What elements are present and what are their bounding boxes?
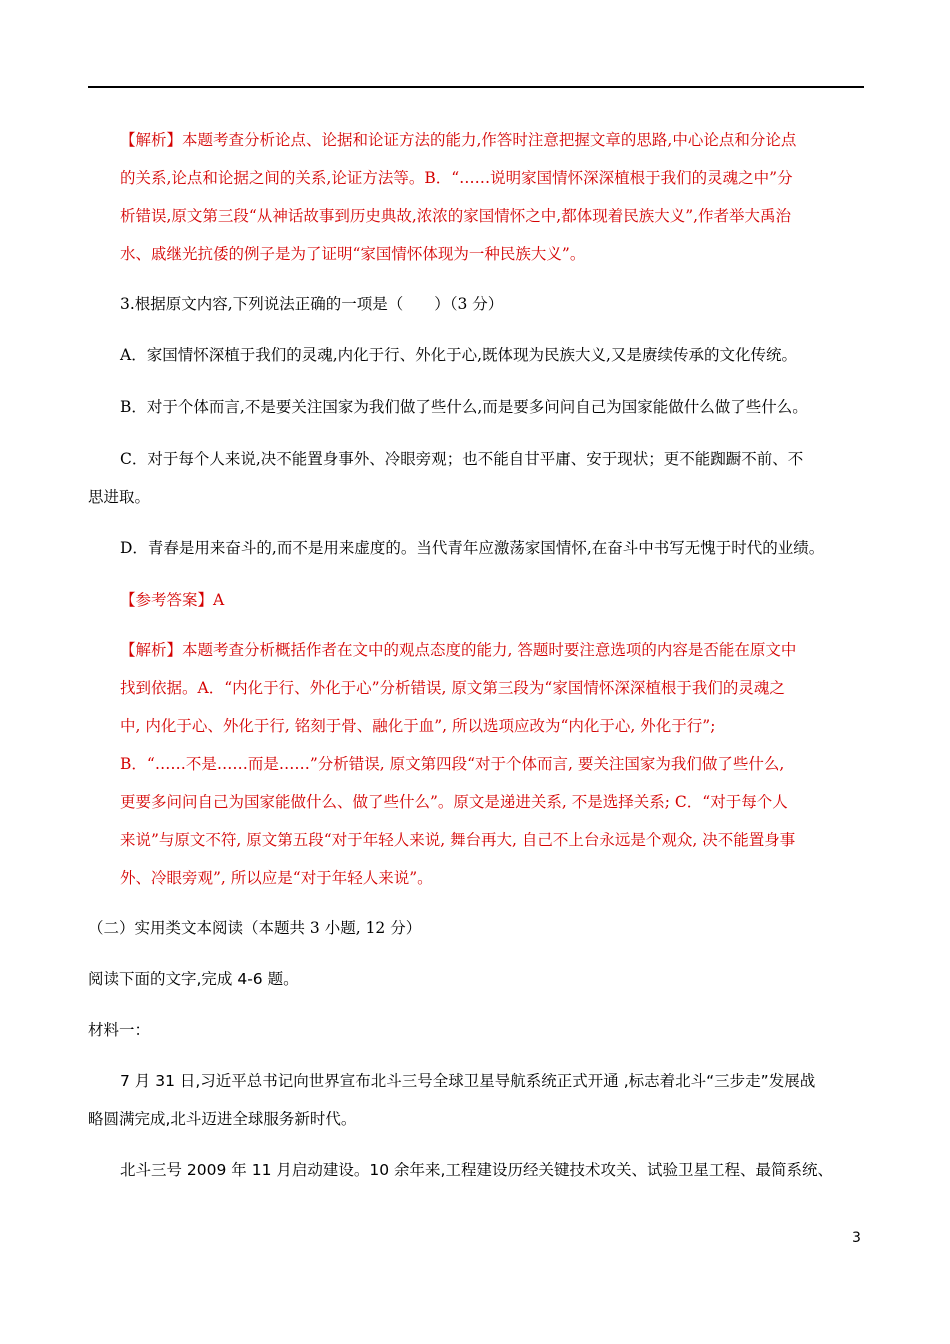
header-rule [88, 86, 864, 88]
analysis3-line-1: 【解析】本题考查分析概括作者在文中的观点态度的能力, 答题时要注意选项的内容是否能在原文中 [120, 641, 797, 659]
material-para1-line-1: 7 月 31 日,习近平总书记向世界宣布北斗三号全球卫星导航系统正式开通 ,标志着北斗“三步走”发展战 [120, 1072, 816, 1090]
analysis1-line-2: 的关系,论点和论据之间的关系,论证方法等。B．“……说明家国情怀深深植根于我们的灵魂之中”分 [120, 169, 793, 187]
question3-option-c-line2: 思进取。 [88, 488, 151, 506]
analysis3-line-5: 更要多问问自己为国家能做什么、做了些什么”。原文是递进关系, 不是选择关系; C．“对于每个人 [120, 793, 788, 811]
section2-heading: （二）实用类文本阅读（本题共 3 小题, 12 分） [88, 919, 422, 937]
analysis1-line-4: 水、戚继光抗倭的例子是为了证明“家国情怀体现为一种民族大义”。 [120, 245, 586, 263]
question3-option-d: D．青春是用来奋斗的,而不是用来虚度的。当代青年应激荡家国情怀,在奋斗中书写无愧于时代的业绩。 [120, 539, 825, 557]
analysis3-line-7: 外、冷眼旁观”, 所以应是“对于年轻人来说”。 [120, 869, 433, 887]
page-number: 3 [852, 1230, 861, 1246]
material-para1-line-2: 略圆满完成,北斗迈进全球服务新时代。 [88, 1110, 357, 1128]
question3-option-c-line1: C．对于每个人来说,决不能置身事外、冷眼旁观；也不能自甘平庸、安于现状；更不能踟蹰不前、不 [120, 450, 804, 468]
analysis3-line-3: 中, 内化于心、外化于行, 铭刻于骨、融化于血”, 所以选项应改为“内化于心, 外化于行”; [120, 717, 716, 735]
material-label: 材料一： [88, 1021, 151, 1039]
question3-option-b: B．对于个体而言,不是要关注国家为我们做了些什么,而是要多问问自己为国家能做什么做了些什么。 [120, 398, 808, 416]
analysis1-line-3: 析错误,原文第三段“从神话故事到历史典故,浓浓的家国情怀之中,都体现着民族大义”,作者举大禹治 [120, 207, 792, 225]
analysis3-line-6: 来说”与原文不符, 原文第五段“对于年轻人来说, 舞台再大, 自己不上台永远是个观众, 决不能置身事 [120, 831, 796, 849]
instruction: 阅读下面的文字,完成 4-6 题。 [88, 970, 299, 988]
analysis1-line-1: 【解析】本题考查分析论点、论据和论证方法的能力,作答时注意把握文章的思路,中心论点和分论点 [120, 131, 797, 149]
question3-option-a: A．家国情怀深植于我们的灵魂,内化于行、外化于心,既体现为民族大义,又是赓续传承的文化传统。 [120, 346, 797, 364]
question3-stem: 3.根据原文内容,下列说法正确的一项是（ ）（3 分） [120, 295, 504, 313]
analysis3-line-2: 找到依据。A．“内化于行、外化于心”分析错误, 原文第三段为“家国情怀深深植根于我们的灵魂之 [120, 679, 785, 697]
analysis3-line-4: B．“……不是……而是……”分析错误, 原文第四段“对于个体而言, 要关注国家为我们做了些什么, [120, 755, 785, 773]
answer3: 【参考答案】A [120, 591, 225, 609]
material-para2-line-1: 北斗三号 2009 年 11 月启动建设。10 余年来,工程建设历经关键技术攻关、试验卫星工程、最简系统、 [120, 1161, 833, 1179]
